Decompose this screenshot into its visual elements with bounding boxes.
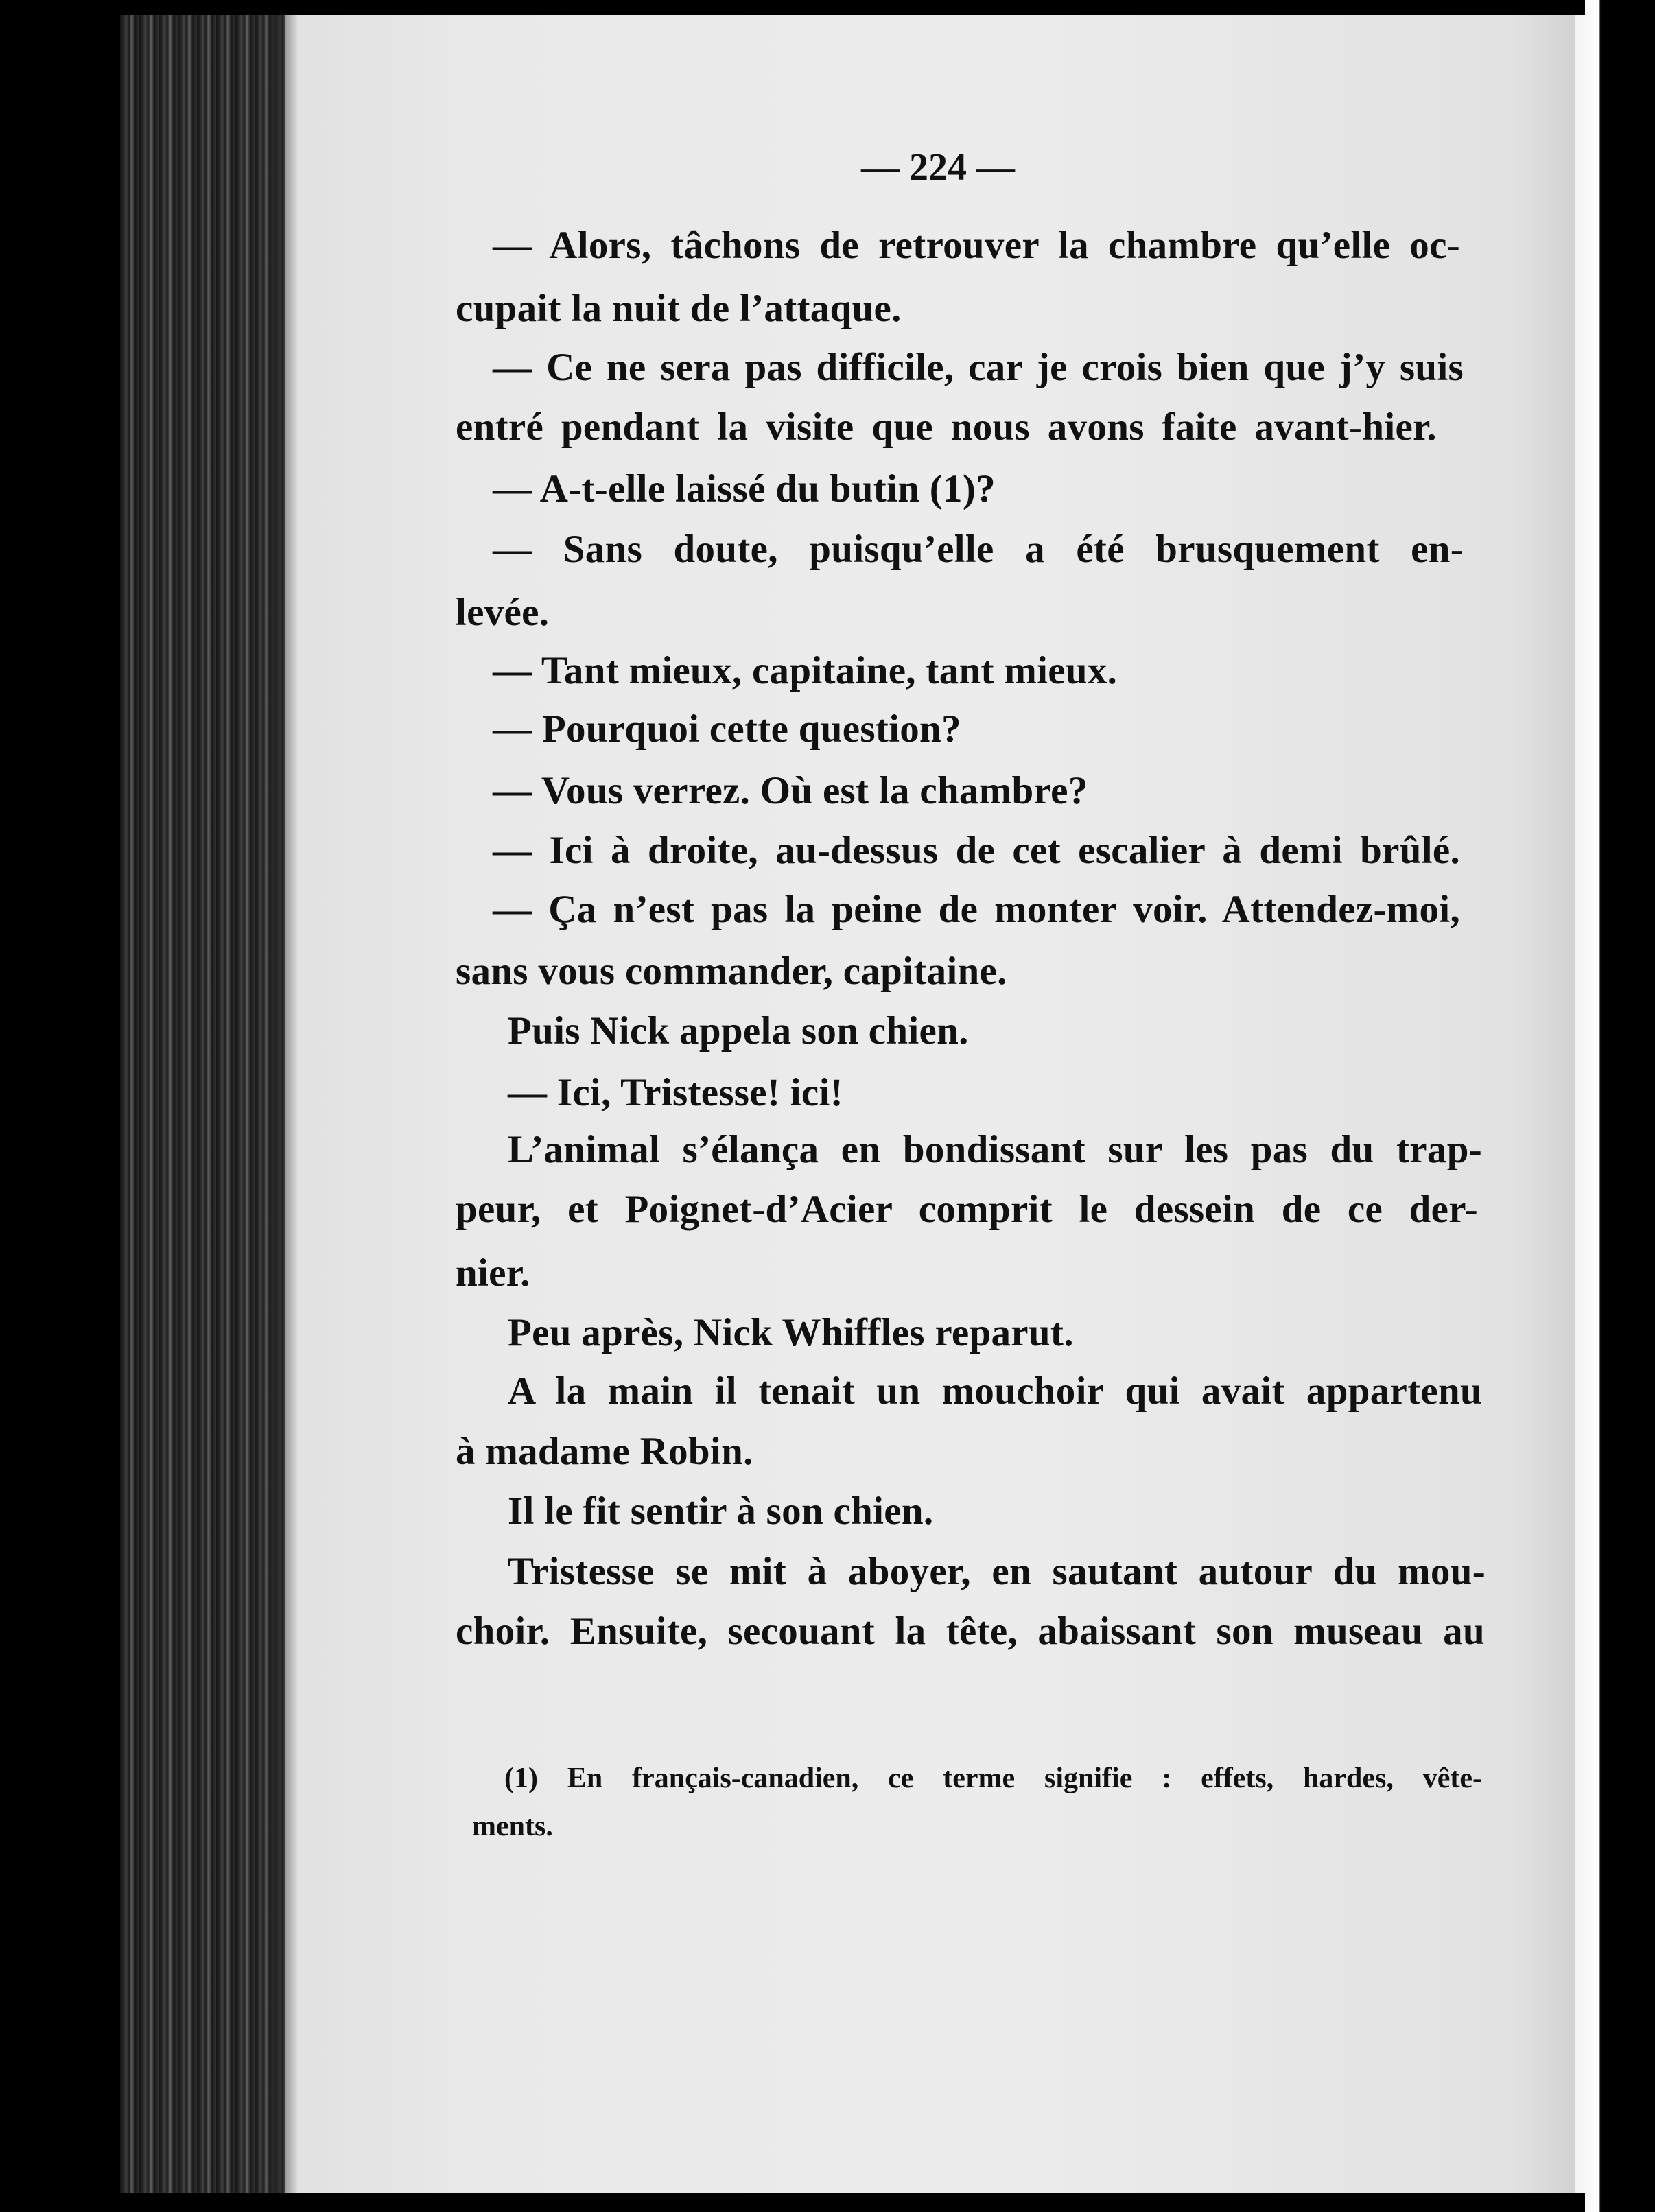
bottom-edge	[120, 2193, 1585, 2212]
footnote-line: (1) En français-canadien, ce terme signifie : effets, hardes, vête-	[504, 1763, 1482, 1794]
text-line: entré pendant la visite que nous avons faite avant-hier.	[456, 405, 1437, 449]
text-line: cupait la nuit de l’attaque.	[456, 287, 902, 330]
text-line: Puis Nick appela son chien.	[508, 1009, 969, 1052]
text-line: — Ici à droite, au-dessus de cet escalier à demi brûlé.	[493, 829, 1460, 872]
text-line: — Tant mieux, capitaine, tant mieux.	[493, 649, 1118, 692]
text-line: nier.	[456, 1251, 530, 1295]
text-line: — Ce ne sera pas difficile, car je crois bien que j’y suis	[493, 346, 1464, 389]
text-line: Il le fit sentir à son chien.	[508, 1490, 934, 1533]
text-line: A la main il tenait un mouchoir qui avait appartenu	[508, 1369, 1482, 1413]
text-line: à madame Robin.	[456, 1430, 753, 1473]
footnote-line: ments.	[472, 1811, 553, 1842]
text-line: L’animal s’élança en bondissant sur les pas du trap-	[508, 1128, 1482, 1171]
right-edge-strip	[1575, 0, 1655, 2212]
text-line: — A-t-elle laissé du butin (1)?	[493, 467, 996, 510]
text-line: levée.	[456, 591, 550, 634]
text-line: — Vous verrez. Où est la chambre?	[493, 769, 1088, 812]
text-line: peur, et Poignet-d’Acier comprit le dessein de ce der-	[456, 1188, 1478, 1231]
text-line: — Ça n’est pas la peine de monter voir. Attendez-moi,	[493, 888, 1460, 931]
text-line: — Pourquoi cette question?	[493, 707, 961, 751]
text-line: — Sans doute, puisqu’elle a été brusquement en-	[493, 528, 1464, 571]
paper-sheet	[120, 0, 1585, 2212]
page-number: — 224 —	[861, 146, 1015, 189]
text-line: Peu après, Nick Whiffles reparut.	[508, 1311, 1074, 1354]
text-line: — Ici, Tristesse! ici!	[508, 1071, 843, 1114]
text-line: — Alors, tâchons de retrouver la chambre qu’elle oc-	[493, 224, 1460, 267]
top-edge	[120, 0, 1585, 15]
book-gutter-shadow	[120, 0, 285, 2212]
text-line: Tristesse se mit à aboyer, en sautant autour du mou-	[508, 1550, 1486, 1593]
text-line: sans vous commander, capitaine.	[456, 950, 1007, 993]
gutter-fade	[271, 0, 298, 2212]
text-line: choir. Ensuite, secouant la tête, abaissant son museau au	[456, 1610, 1485, 1653]
